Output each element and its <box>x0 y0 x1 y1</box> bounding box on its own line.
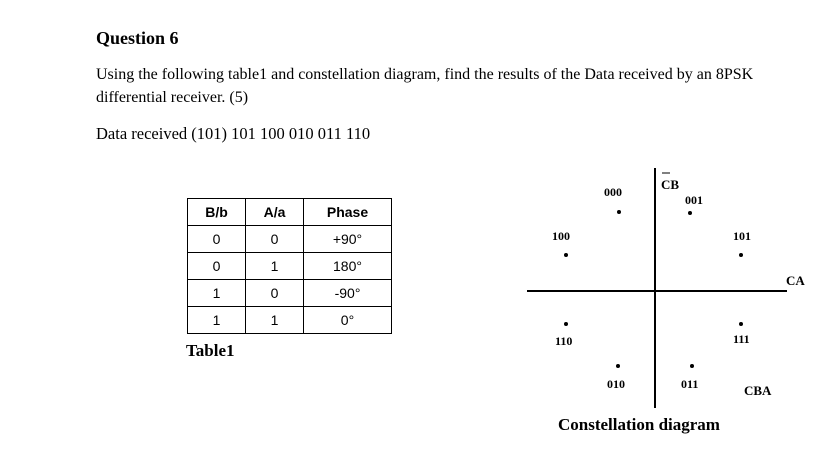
cell-phase: 180° <box>304 253 392 280</box>
table-caption: Table1 <box>186 341 235 360</box>
point-label-101: 101 <box>733 229 751 243</box>
constellation-point-111 <box>739 322 743 326</box>
header-a: A/a <box>246 199 304 226</box>
constellation-point-000 <box>617 210 621 214</box>
point-label-111: 111 <box>733 332 750 346</box>
cell-a: 0 <box>246 280 304 307</box>
point-label-011: 011 <box>681 377 699 391</box>
cell-b: 1 <box>188 280 246 307</box>
constellation-point-101 <box>739 253 743 257</box>
constellation-caption: Constellation diagram <box>558 415 720 434</box>
point-label-010: 010 <box>607 377 625 391</box>
point-label-001: 001 <box>685 193 703 207</box>
cell-phase: -90° <box>304 280 392 307</box>
cell-b: 0 <box>188 226 246 253</box>
horizontal-axis-label: CA <box>786 273 805 288</box>
cell-a: 0 <box>246 226 304 253</box>
corner-label: CBA <box>744 383 772 398</box>
point-label-110: 110 <box>555 334 573 348</box>
vertical-axis-label: CB <box>661 177 680 192</box>
constellation-point-011 <box>690 364 694 368</box>
header-phase: Phase <box>304 199 392 226</box>
cell-a: 1 <box>246 253 304 280</box>
question-text: Using the following table1 and constellation diagram, find the results of the Data received by an 8PSK differential receiver. (5) <box>96 66 754 106</box>
header-b: B/b <box>188 199 246 226</box>
cell-phase: +90° <box>304 226 392 253</box>
point-label-000: 000 <box>604 185 622 199</box>
constellation-point-110 <box>564 322 568 326</box>
cell-b: 1 <box>188 307 246 334</box>
data-received: Data received (101) 101 100 010 011 110 <box>96 124 371 143</box>
cell-a: 1 <box>246 307 304 334</box>
constellation-point-001 <box>688 211 692 215</box>
point-label-100: 100 <box>552 229 570 243</box>
constellation-point-010 <box>616 364 620 368</box>
cell-b: 0 <box>188 253 246 280</box>
question-title: Question 6 <box>96 28 179 48</box>
cell-phase: 0° <box>304 307 392 334</box>
constellation-point-100 <box>564 253 568 257</box>
